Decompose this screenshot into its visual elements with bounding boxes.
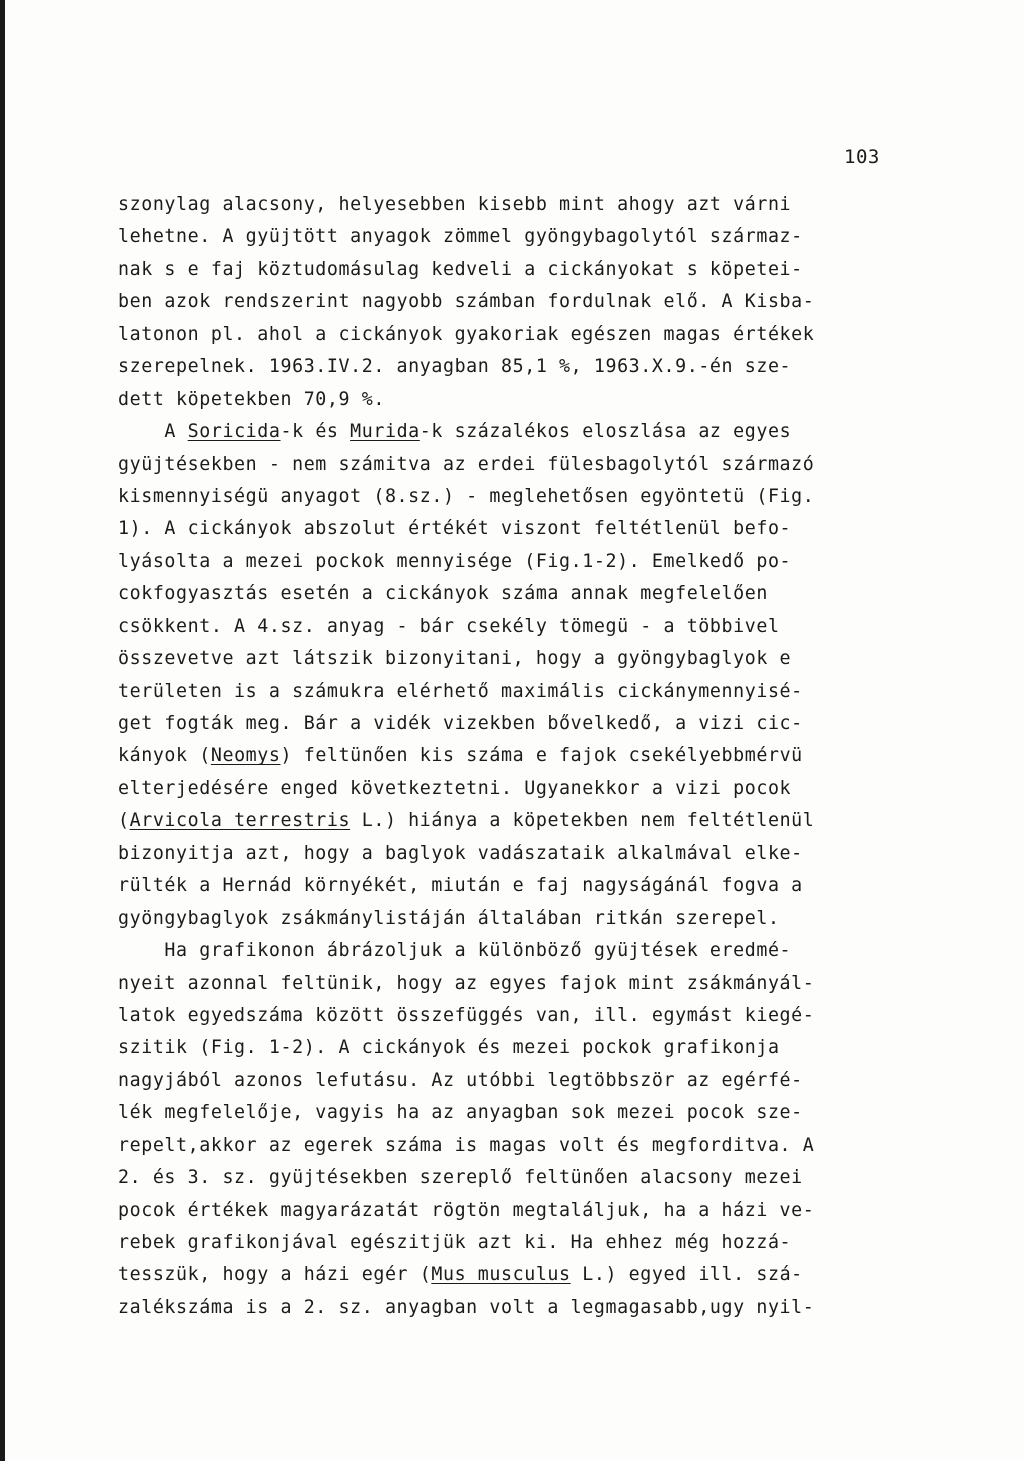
text-line: gyöngybaglyok zsákmánylistáján általában ritkán szerepel. bbox=[118, 907, 780, 929]
text-line: rülték a Hernád környékét, miután e faj nagyságánál fogva a bbox=[118, 875, 803, 897]
page-number: 103 bbox=[844, 146, 880, 168]
text-line: kányok (Neomys) feltünően kis száma e fajok csekélyebbmérvü bbox=[118, 745, 803, 767]
text-line: szerepelnek. 1963.IV.2. anyagban 85,1 %, 1963.X.9.-én sze- bbox=[118, 356, 792, 378]
text-line: lyásolta a mezei pockok mennyisége (Fig.1-2). Emelkedő po- bbox=[118, 550, 792, 572]
text-line: nyeit azonnal feltünik, hogy az egyes fajok mint zsákmányál- bbox=[118, 972, 815, 994]
text-line: nak s e faj köztudomásulag kedveli a cickányokat s köpetei- bbox=[118, 258, 803, 280]
text-line: cokfogyasztás esetén a cickányok száma annak megfelelően bbox=[118, 583, 768, 605]
text-line: gyüjtésekben - nem számitva az erdei fülesbagolytól származó bbox=[118, 453, 815, 475]
text-line: 1). A cickányok abszolut értékét viszont feltétlenül befo- bbox=[118, 518, 792, 540]
text-line: zalékszáma is a 2. sz. anyagban volt a legmagasabb,ugy nyil- bbox=[118, 1296, 815, 1318]
text-line: Ha grafikonon ábrázoljuk a különböző gyüjtések eredmé- bbox=[118, 940, 792, 962]
text-line: repelt,akkor az egerek száma is magas volt és megforditva. A bbox=[118, 1134, 815, 1156]
text-line: szitik (Fig. 1-2). A cickányok és mezei pockok grafikonja bbox=[118, 1037, 780, 1059]
text-line: bizonyitja azt, hogy a baglyok vadászataik alkalmával elke- bbox=[118, 842, 803, 864]
text-line: elterjedésére enged következtetni. Ugyanekkor a vizi pocok bbox=[118, 777, 792, 799]
text-line: get fogták meg. Bár a vidék vizekben bővelkedő, a vizi cic- bbox=[118, 713, 803, 734]
text-line: rebek grafikonjával egészitjük azt ki. Ha ehhez még hozzá- bbox=[118, 1232, 792, 1253]
text-line: lék megfelelője, vagyis ha az anyagban sok mezei pocok sze- bbox=[118, 1102, 803, 1124]
text-line: kismennyiségü anyagot (8.sz.) - meglehetősen egyöntetü (Fig. bbox=[118, 485, 815, 507]
text-line: szonylag alacsony, helyesebben kisebb mint ahogy azt várni bbox=[118, 194, 792, 215]
text-line: latonon pl. ahol a cickányok gyakoriak egészen magas értékek bbox=[118, 323, 815, 345]
text-line: összevetve azt látszik bizonyitani, hogy a gyöngybaglyok e bbox=[118, 648, 792, 670]
text-line: nagyjából azonos lefutásu. Az utóbbi legtöbbször az egérfé- bbox=[118, 1069, 803, 1091]
text-line: 2. és 3. sz. gyüjtésekben szereplő feltünően alacsony mezei bbox=[118, 1167, 803, 1189]
text-line: lehetne. A gyüjtött anyagok zömmel gyöngybagolytól származ- bbox=[118, 226, 803, 248]
scan-edge bbox=[0, 0, 5, 1461]
text-line: dett köpetekben 70,9 %. bbox=[118, 388, 385, 410]
body-text bbox=[118, 192, 908, 1327]
text-line: tesszük, hogy a házi egér (Mus musculus L.) egyed ill. szá- bbox=[118, 1264, 803, 1286]
text-line: területen is a számukra elérhető maximális cickánymennyisé- bbox=[118, 680, 803, 702]
text-line: latok egyedszáma között összefüggés van, ill. egymást kiegé- bbox=[118, 1004, 815, 1026]
text-line: csökkent. A 4.sz. anyag - bár csekély tömegü - a többivel bbox=[118, 615, 780, 637]
text-line: (Arvicola terrestris L.) hiánya a köpetekben nem feltétlenül bbox=[118, 810, 815, 832]
text-line: ben azok rendszerint nagyobb számban fordulnak elő. A Kisba- bbox=[118, 291, 815, 313]
text-line: pocok értékek magyarázatát rögtön megtaláljuk, ha a házi ve- bbox=[118, 1199, 815, 1221]
text-line: A Soricida-k és Murida-k százalékos eloszlása az egyes bbox=[118, 421, 792, 443]
